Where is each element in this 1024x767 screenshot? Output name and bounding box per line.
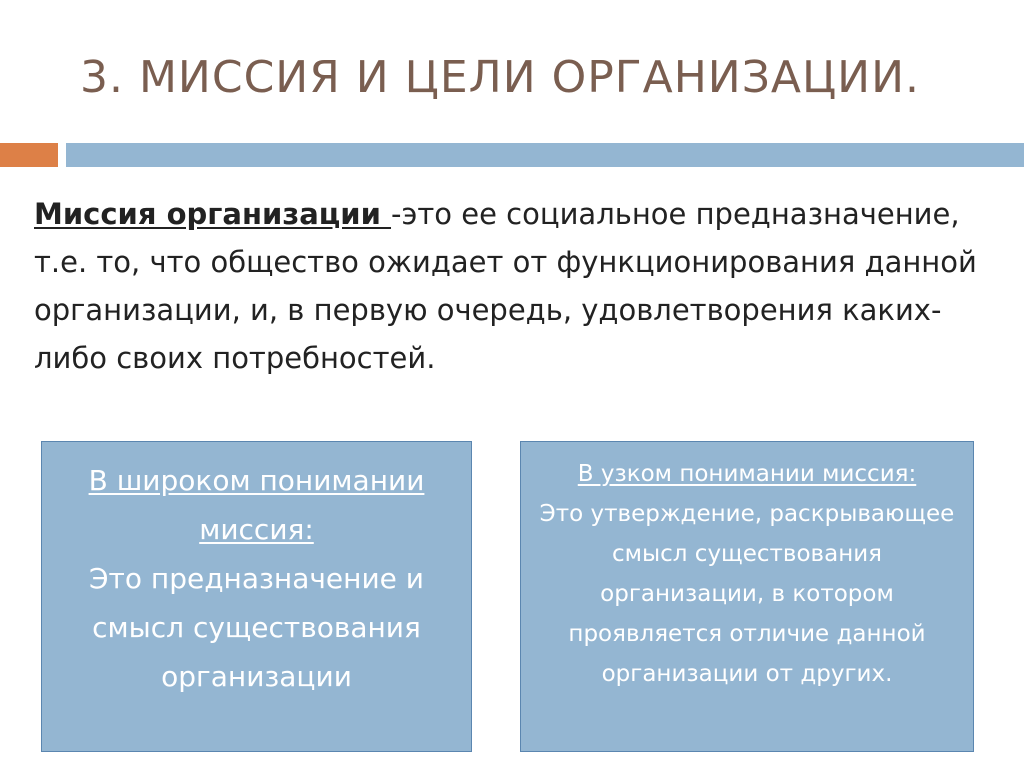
- accent-bar-orange: [0, 143, 58, 167]
- narrow-mission-body: Это утверждение, раскрывающее смысл существования организации, в котором проявляется отличие данной организации от других.: [539, 501, 955, 687]
- definition-text: -это ее социальное предназначение, т.е. то, что общество ожидает от функционирования данной организации, и, в первую очередь, удовлетворения каких-либо своих потребностей.: [34, 197, 977, 375]
- broad-mission-body: Это предназначение и смысл существования организации: [89, 562, 424, 693]
- accent-bar-blue: [66, 143, 1024, 167]
- mission-definition: [34, 190, 994, 382]
- slide-title: 3. МИССИЯ И ЦЕЛИ ОРГАНИЗАЦИИ.: [80, 52, 920, 103]
- broad-mission-heading: В широком понимании миссия:: [88, 464, 425, 546]
- definition-term: Миссия организации: [34, 197, 392, 231]
- narrow-mission-heading: В узком понимании миссия:: [577, 461, 917, 487]
- broad-mission-box: [41, 441, 472, 752]
- narrow-mission-box: [520, 441, 974, 752]
